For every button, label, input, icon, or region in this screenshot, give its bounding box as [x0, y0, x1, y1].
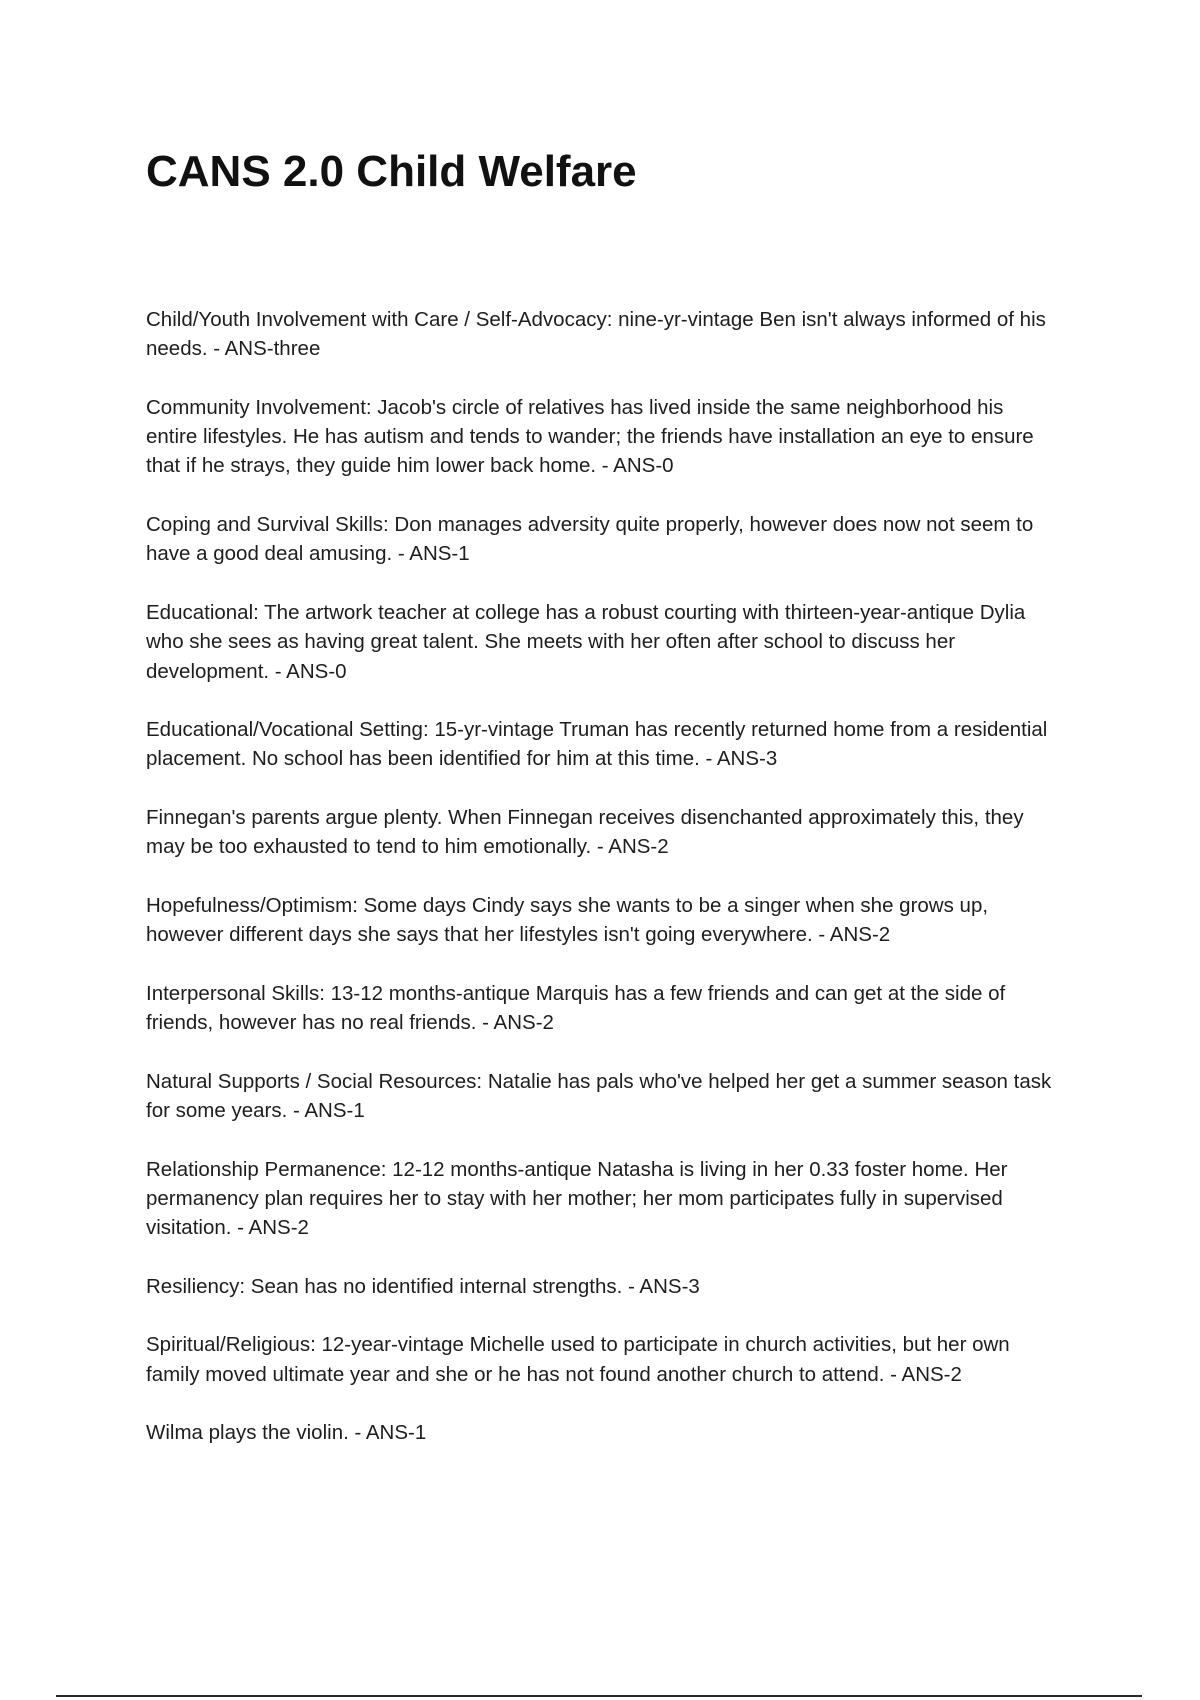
entry-paragraph: Educational: The artwork teacher at college has a robust courting with thirteen-year-antique Dylia who she sees as having great talent. She meets with her often after school to discuss her development. - ANS-0 [146, 600, 1026, 683]
entry-paragraph: Spiritual/Religious: 12-year-vintage Michelle used to participate in church activities, but her own family moved ultimate year and she or he has not found another church to attend. - ANS-2 [146, 1333, 1010, 1386]
entry-list [146, 305, 1056, 1477]
document-title: CANS 2.0 Child Welfare [146, 147, 637, 196]
entry-paragraph: Coping and Survival Skills: Don manages adversity quite properly, however does now not seem to have a good deal amusing. - ANS-1 [146, 513, 1034, 566]
entry-paragraph: Relationship Permanence: 12-12 months-antique Natasha is living in her 0.33 foster home. Her permanency plan requires her to stay with her mother; her mom participates fully in supervised visitation. - ANS-2 [146, 1157, 1008, 1240]
entry-paragraph: Finnegan's parents argue plenty. When Finnegan receives disenchanted approximately this, they may be too exhausted to tend to him emotionally. - ANS-2 [146, 806, 1024, 859]
entry-paragraph: Natural Supports / Social Resources: Natalie has pals who've helped her get a summer season task for some years. - ANS-1 [146, 1069, 1052, 1123]
entry-paragraph: Educational/Vocational Setting: 15-yr-vintage Truman has recently returned home from a residential placement. No school has been identified for him at this time. - ANS-3 [146, 718, 1048, 771]
entry-paragraph: Child/Youth Involvement with Care / Self-Advocacy: nine-yr-vintage Ben isn't always informed of his needs. - ANS-three [146, 308, 1046, 361]
entry-paragraph: Community Involvement: Jacob's circle of relatives has lived inside the same neighborhood his entire lifestyles. He has autism and tends to wander; the friends have installation an eye to ensure that if he strays, they guide him lower back home. - ANS-0 [146, 395, 1034, 478]
page-bottom-divider [56, 1695, 1142, 1697]
entry-paragraph: Wilma plays the violin. - ANS-1 [146, 1421, 427, 1445]
entry-paragraph: Resiliency: Sean has no identified internal strengths. - ANS-3 [146, 1274, 700, 1298]
entry-paragraph: Interpersonal Skills: 13-12 months-antique Marquis has a few friends and can get at the side of friends, however has no real friends. - ANS-2 [146, 981, 1006, 1035]
entry-paragraph: Hopefulness/Optimism: Some days Cindy says she wants to be a singer when she grows up, however different days she says that her lifestyles isn't going everywhere. - ANS-2 [146, 893, 989, 947]
